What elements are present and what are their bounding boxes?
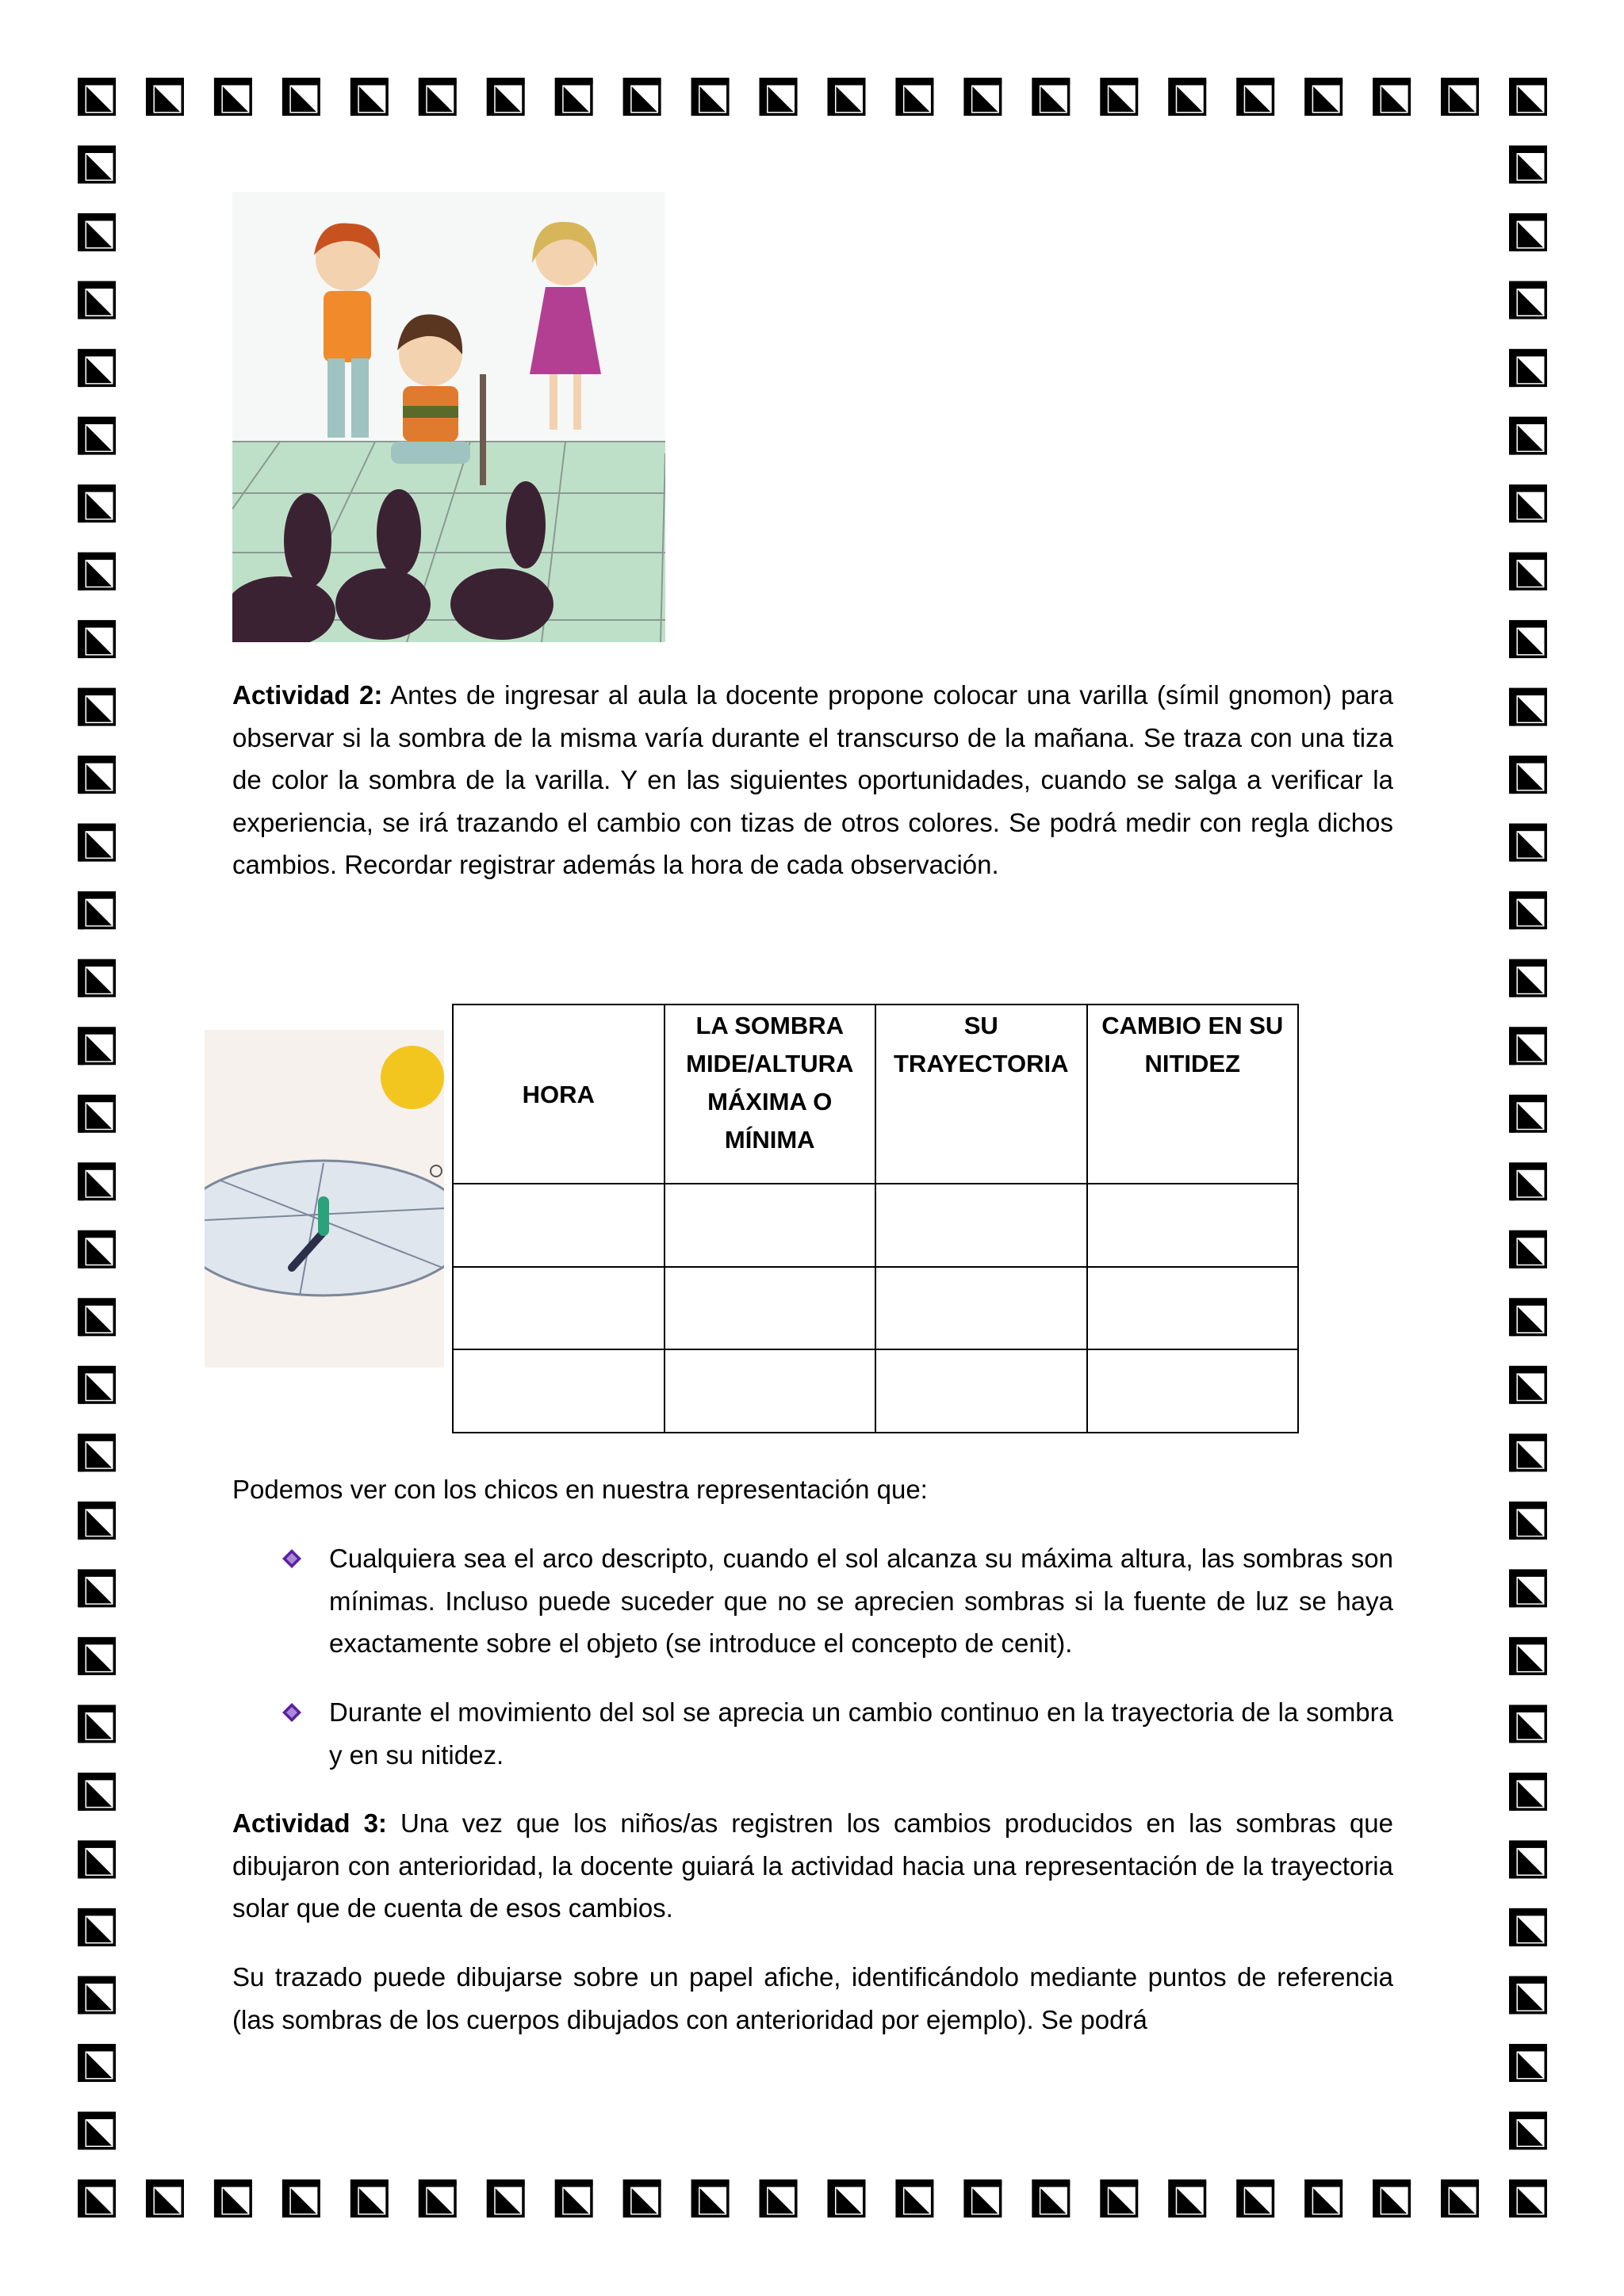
table-cell[interactable] <box>875 1267 1087 1350</box>
border-tile <box>1509 891 1549 931</box>
table-cell[interactable] <box>875 1349 1087 1433</box>
border-tile <box>623 78 663 117</box>
table-cell[interactable] <box>875 1184 1087 1267</box>
border-tile <box>1509 1976 1549 2015</box>
border-tile <box>78 146 117 186</box>
border-tile <box>1509 78 1549 117</box>
table-cell[interactable] <box>453 1184 665 1267</box>
border-tile <box>78 688 117 728</box>
border-tile <box>1509 959 1549 999</box>
sun-icon <box>381 1046 444 1109</box>
activity-2-paragraph <box>232 674 1393 886</box>
border-tile <box>1168 78 1208 117</box>
border-tile <box>78 1502 117 1541</box>
table-cell[interactable] <box>665 1349 876 1433</box>
border-tile <box>78 1095 117 1135</box>
border-tile <box>1100 78 1139 117</box>
table-cell[interactable] <box>1087 1267 1299 1350</box>
border-tile <box>78 1908 117 1948</box>
border-tile <box>963 2179 1003 2219</box>
border-tile <box>1509 1162 1549 1202</box>
border-tile <box>1509 2179 1549 2219</box>
border-tile <box>78 891 117 931</box>
border-tile <box>78 78 117 117</box>
border-tile <box>419 2179 458 2219</box>
border-tile <box>78 1976 117 2015</box>
border-tile <box>1441 2179 1480 2219</box>
border-tile <box>1100 2179 1139 2219</box>
table-row <box>453 1349 1298 1433</box>
border-tile <box>78 1162 117 1202</box>
border-tile <box>78 1027 117 1066</box>
border-tile <box>1509 146 1549 186</box>
border-tile <box>1509 1840 1549 1880</box>
border-tile <box>78 824 117 863</box>
border-tile <box>78 2044 117 2084</box>
border-tile <box>895 2179 935 2219</box>
border-tile <box>78 553 117 592</box>
border-tile <box>78 213 117 253</box>
header-nitidez: CAMBIO EN SU NITIDEZ <box>1087 1004 1299 1184</box>
border-tile <box>760 78 799 117</box>
border-tile <box>895 78 935 117</box>
border-tile <box>487 2179 527 2219</box>
intro-paragraph: Podemos ver con los chicos en nuestra representación que: <box>232 1475 928 1504</box>
border-tile <box>1441 78 1480 117</box>
border-tile <box>623 2179 663 2219</box>
border-tile <box>350 78 390 117</box>
border-tile <box>146 2179 186 2219</box>
border-tile <box>1032 78 1071 117</box>
activity-2-text: Antes de ingresar al aula la docente propone colocar una varilla (símil gnomon) para observar si la sombra de la misma varía durante el transcurso de la mañana. Se traza con una tiza de color la sombra de la varilla. Y en las siguientes oportunidades, cuando se salga a verificar la experiencia, se irá trazando el cambio con tizas de otros colores. Se podrá medir con regla dichos cambios. Recordar registrar además la hora de cada observación. <box>232 680 1393 879</box>
border-tile <box>78 1433 117 1473</box>
border-tile <box>1509 213 1549 253</box>
table-cell[interactable] <box>1087 1184 1299 1267</box>
gnomon-sun-illustration <box>205 1030 444 1368</box>
border-tile <box>1304 78 1344 117</box>
border-tile <box>1509 1298 1549 1337</box>
border-tile <box>1509 1433 1549 1473</box>
border-tile <box>1509 1705 1549 1744</box>
border-tile <box>1509 1569 1549 1609</box>
border-tile <box>1032 2179 1071 2219</box>
border-tile <box>760 2179 799 2219</box>
border-tile <box>555 2179 595 2219</box>
border-tile <box>1509 1773 1549 1812</box>
border-tile <box>1509 484 1549 524</box>
border-tile <box>78 1298 117 1337</box>
border-tile <box>1509 1095 1549 1135</box>
border-tile <box>1168 2179 1208 2219</box>
border-tile <box>78 1773 117 1812</box>
border-tile <box>78 484 117 524</box>
border-tile <box>827 2179 867 2219</box>
table-row <box>453 1184 1298 1267</box>
border-tile <box>78 620 117 660</box>
diamond-bullet-icon <box>282 1702 302 1723</box>
border-tile <box>691 2179 731 2219</box>
children-shadows-illustration <box>232 192 665 642</box>
bullet-text-1: Cualquiera sea el arco descripto, cuando el sol alcanza su máxima altura, las sombras son mínimas. Incluso puede suceder que no se aprecien sombras si la fuente de luz se haya exactamente sobre el objeto (se introduce el concepto de cenit). <box>329 1544 1393 1658</box>
border-tile <box>78 2111 117 2151</box>
border-tile <box>78 1366 117 1406</box>
table-cell[interactable] <box>1087 1349 1299 1433</box>
border-tile <box>1509 1230 1549 1270</box>
diamond-bullet-icon <box>282 1548 302 1569</box>
border-tile <box>555 78 595 117</box>
border-tile <box>1236 78 1276 117</box>
bullet-item-1 <box>329 1537 1393 1665</box>
border-tile <box>78 1840 117 1880</box>
border-tile <box>487 78 527 117</box>
border-tile <box>146 78 186 117</box>
border-tile <box>78 417 117 457</box>
border-tile <box>1509 1027 1549 1066</box>
border-tile <box>78 2179 117 2219</box>
activity-3-label: Actividad 3: <box>232 1808 387 1838</box>
observation-table <box>452 1004 1299 1433</box>
border-tile <box>214 78 254 117</box>
bullet-text-2: Durante el movimiento del sol se aprecia un cambio continuo en la trayectoria de la sombra y en su nitidez. <box>329 1697 1393 1770</box>
border-tile <box>78 1637 117 1677</box>
table-cell[interactable] <box>453 1267 665 1350</box>
closing-paragraph: Su trazado puede dibujarse sobre un papel afiche, identificándolo mediante puntos de referencia (las sombras de los cuerpos dibujados con anterioridad por ejemplo). Se podrá <box>232 1962 1393 2034</box>
border-tile <box>1509 417 1549 457</box>
border-tile <box>1509 824 1549 863</box>
border-tile <box>1509 688 1549 728</box>
border-tile <box>78 1230 117 1270</box>
border-tile <box>1509 2044 1549 2084</box>
border-tile <box>1509 1502 1549 1541</box>
border-tile <box>1304 2179 1344 2219</box>
header-sombra: LA SOMBRA MIDE/ALTURA MÁXIMA O MÍNIMA <box>665 1004 876 1184</box>
border-tile <box>78 756 117 795</box>
border-tile <box>963 78 1003 117</box>
border-tile <box>1509 1366 1549 1406</box>
border-tile <box>1509 1637 1549 1677</box>
table-cell[interactable] <box>453 1349 665 1433</box>
header-hora: HORA <box>453 1004 665 1184</box>
activity-2-label: Actividad 2: <box>232 680 383 710</box>
activity-3-paragraph <box>232 1802 1393 1930</box>
border-tile <box>282 2179 322 2219</box>
border-tile <box>1373 78 1412 117</box>
border-tile <box>1509 553 1549 592</box>
border-tile <box>78 1569 117 1609</box>
border-tile <box>350 2179 390 2219</box>
table-row <box>453 1267 1298 1350</box>
border-tile <box>1236 2179 1276 2219</box>
table-cell[interactable] <box>665 1184 876 1267</box>
table-header-row <box>453 1004 1298 1184</box>
border-tile <box>1509 281 1549 321</box>
border-tile <box>78 959 117 999</box>
header-trayectoria: SU TRAYECTORIA <box>875 1004 1087 1184</box>
border-tile <box>691 78 731 117</box>
border-tile <box>1509 1908 1549 1948</box>
border-tile <box>78 281 117 321</box>
border-tile <box>1509 620 1549 660</box>
border-tile <box>214 2179 254 2219</box>
border-tile <box>1509 2111 1549 2151</box>
border-tile <box>827 78 867 117</box>
border-tile <box>1509 349 1549 388</box>
border-tile <box>78 349 117 388</box>
border-tile <box>78 1705 117 1744</box>
border-tile <box>419 78 458 117</box>
activity-3-text: Una vez que los niños/as registren los cambios producidos en las sombras que dibujaron con anterioridad, la docente guiará la actividad hacia una representación de la trayectoria solar que de cuenta de esos cambios. <box>232 1808 1394 1923</box>
border-tile <box>1373 2179 1412 2219</box>
bullet-item-2 <box>329 1691 1393 1776</box>
border-tile <box>282 78 322 117</box>
border-tile <box>1509 756 1549 795</box>
table-cell[interactable] <box>665 1267 876 1350</box>
